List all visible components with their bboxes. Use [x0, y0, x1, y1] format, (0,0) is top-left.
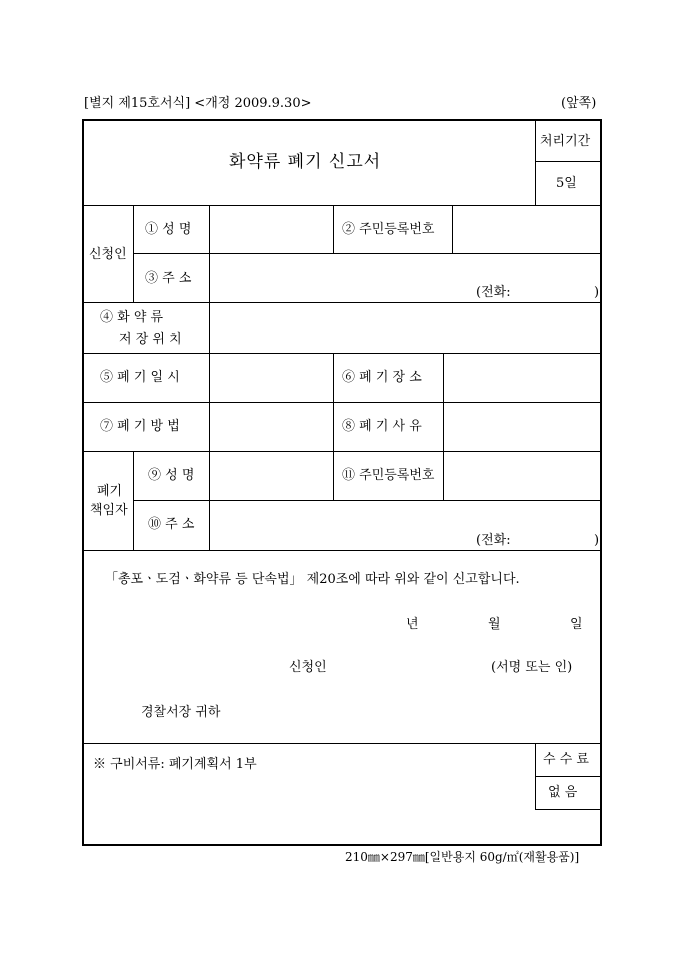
- col-divider: [209, 205, 210, 550]
- processing-period-label: 처리기간: [540, 134, 591, 149]
- col-divider: [535, 743, 536, 810]
- disposal-reason-label: ⑧ 폐 기 사 유: [342, 419, 422, 434]
- storage-location-label-line1: ④ 화 약 류: [100, 310, 164, 325]
- responsible-section-label-line2: 책임자: [90, 503, 128, 518]
- responsible-name-label: ⑨ 성 명: [148, 468, 195, 483]
- responsible-phone-prefix: (전화:: [476, 533, 511, 548]
- responsible-rrn-label: ⑪ 주민등록번호: [342, 468, 435, 483]
- attachments-note: ※ 구비서류: 폐기계획서 1부: [93, 757, 257, 772]
- col-divider: [333, 353, 334, 501]
- date-year-label: 년: [406, 617, 419, 632]
- row-divider: [535, 809, 601, 810]
- storage-location-label-line2: 저 장 위 치: [119, 332, 182, 347]
- row-divider: [83, 353, 601, 354]
- page-side-label: (앞쪽): [561, 96, 597, 111]
- applicant-name-label: ① 성 명: [145, 222, 192, 237]
- divider: [535, 120, 536, 206]
- processing-period-value: 5일: [556, 176, 577, 191]
- disposal-place-label: ⑥ 폐 기 장 소: [342, 370, 422, 385]
- responsible-address-label: ⑩ 주 소: [148, 517, 195, 532]
- applicant-phone-suffix: ): [594, 285, 600, 300]
- declaration-applicant-label: 신청인: [289, 660, 327, 675]
- col-divider: [443, 353, 444, 501]
- applicant-rrn-label: ② 주민등록번호: [342, 222, 435, 237]
- fee-value: 없 음: [548, 785, 578, 800]
- row-divider: [83, 402, 601, 403]
- fee-label: 수 수 료: [543, 752, 589, 767]
- row-divider: [83, 451, 601, 452]
- row-divider: [83, 550, 601, 551]
- row-divider: [133, 500, 601, 501]
- col-divider: [133, 205, 134, 303]
- applicant-address-label: ③ 주 소: [145, 271, 192, 286]
- applicant-section-label: 신청인: [89, 247, 127, 262]
- date-month-label: 월: [488, 617, 501, 632]
- row-divider: [83, 205, 601, 206]
- disposal-datetime-label: ⑤ 폐 기 일 시: [100, 370, 180, 385]
- signature-label: (서명 또는 인): [491, 660, 573, 675]
- date-day-label: 일: [570, 617, 583, 632]
- form-title: 화약류 폐기 신고서: [229, 152, 382, 172]
- applicant-phone-prefix: (전화:: [476, 285, 511, 300]
- recipient-label: 경찰서장 귀하: [141, 705, 221, 720]
- paper-spec: 210㎜×297㎜[일반용지 60g/㎡(재활용품)]: [345, 850, 580, 864]
- disposal-method-label: ⑦ 폐 기 방 법: [100, 419, 180, 434]
- col-divider: [333, 205, 334, 254]
- responsible-phone-suffix: ): [594, 533, 600, 548]
- row-divider: [83, 302, 601, 303]
- row-divider: [83, 743, 601, 744]
- col-divider: [133, 451, 134, 550]
- row-divider: [133, 253, 601, 254]
- row-divider: [535, 776, 601, 777]
- divider: [535, 161, 601, 162]
- form-number: [별지 제15호서식] <개정 2009.9.30>: [84, 96, 312, 111]
- declaration-statement: 「총포ㆍ도검ㆍ화약류 등 단속법」 제20조에 따라 위와 같이 신고합니다.: [105, 572, 520, 587]
- col-divider: [452, 205, 453, 254]
- responsible-section-label-line1: 폐기: [97, 484, 123, 499]
